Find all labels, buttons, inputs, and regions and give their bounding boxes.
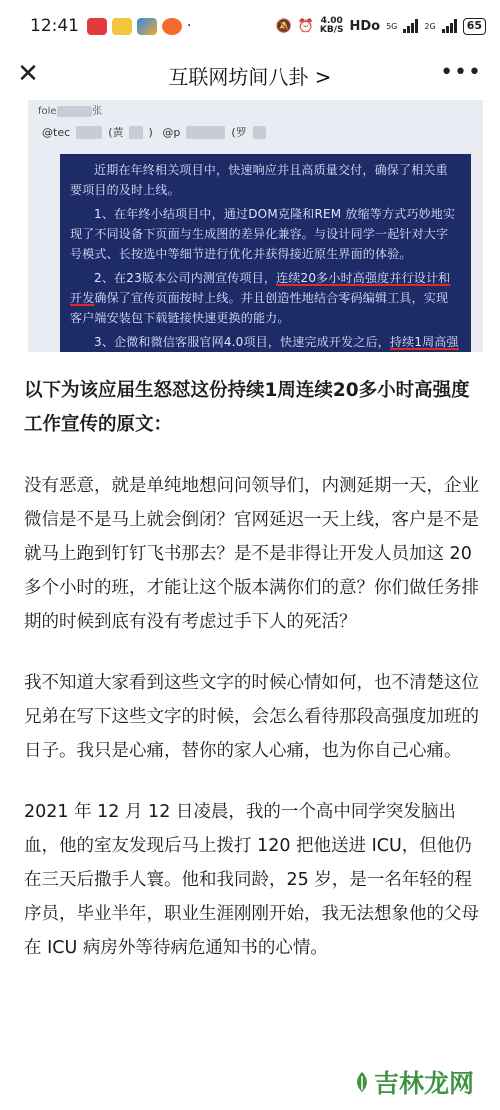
watermark-text: 吉林龙网 — [373, 1069, 474, 1098]
status-time: 12:41 — [30, 16, 79, 36]
blurred-text — [253, 126, 266, 139]
mention-1: @tec — [42, 126, 71, 139]
hd-indicator: HDo — [349, 18, 381, 34]
embed-sender — [28, 100, 483, 120]
more-dot-icon: · — [187, 18, 192, 34]
card-paragraph-4 — [70, 332, 459, 352]
leaf-logo-icon — [352, 1070, 372, 1094]
article-intro: 以下为该应届生怒怼这份持续1周连续20多小时高强度工作宣传的原文： — [24, 380, 470, 435]
praise-card — [60, 154, 471, 352]
account-title[interactable]: 互联网坊间八卦 > — [168, 64, 332, 89]
article-paragraph-1: 没有恶意，就是单纯地想问问领导们，内测延期一天，企业微信是不是马上就会倒闭？官网延迟一天上线，客户是不是就马上跑到钉钉飞书那去？是不是非得让开发人员加这 20 多个小时的班，才能让这个版本满你们的意？你们做任务排期的时候到底有没有考虑过手下人的死活？ — [24, 476, 479, 632]
card-paragraph-2: 1、在年终小结项目中，通过DOM克隆和REM 放缩等方式巧妙地实现了不同设备下页面与生成图的差异化兼容。与设计同学一起针对大字号模式、长按选中等细节进行优化并获得接近原生界面的体验。 — [70, 207, 456, 261]
more-icon[interactable]: ••• — [440, 60, 482, 85]
status-indicators — [276, 17, 487, 35]
blurred-text — [76, 126, 102, 139]
sender-name: fole — [38, 106, 57, 117]
net2-label: 2G — [424, 21, 436, 31]
card-paragraph-1: 近期在年终相关项目中，快速响应并且高质量交付，确保了相关重要项目的及时上线。 — [70, 163, 448, 197]
battery-icon: 65 — [463, 18, 486, 35]
embedded-screenshot[interactable] — [28, 100, 483, 352]
embed-mentions: @tec (黄 ) @p (罗 — [28, 120, 483, 144]
network-speed — [320, 17, 344, 35]
net1-label: 5G — [386, 21, 398, 31]
card-p4-a: 3、企微和微信客服官网4.0项目，快速完成开发之后， — [94, 335, 390, 349]
mute-icon: 🔕 — [275, 18, 292, 34]
mention-1-suffix: (黄 — [108, 126, 124, 139]
mention-2-suffix: (罗 — [231, 126, 247, 139]
article-body — [24, 374, 486, 992]
nav-bar — [0, 52, 500, 98]
article-paragraph-3: 2021 年 12 月 12 日凌晨，我的一个高中同学突发脑出血，他的室友发现后马上拨打 120 把他送进 ICU，但他仍在三天后撒手人寰。他和我同龄，25 岁，是一名年轻的程序员，毕业半年，职业生涯刚刚开始，我无法想象他的父母在 ICU 病房外等待病危通知书的心情。 — [24, 802, 479, 958]
article-paragraph-2: 我不知道大家看到这些文字的时候心情如何，也不清楚这位兄弟在写下这些文字的时候，会怎么看待那段高强度加班的日子。我只是心痛，替你的家人心痛，也为你自己心痛。 — [24, 673, 479, 761]
blurred-text — [186, 126, 225, 139]
notes-app-icon — [112, 18, 132, 35]
card-paragraph-3 — [70, 268, 459, 328]
blurred-text — [129, 126, 142, 139]
status-bar — [0, 0, 500, 52]
card-p4-highlight: 持续1周高强 — [389, 335, 459, 349]
alarm-icon: ⏰ — [297, 18, 314, 34]
mention-2: @p — [162, 126, 181, 139]
card-p3-a: 2、在23版本公司内测宣传项目， — [94, 271, 277, 285]
card-p3-highlight: 连续20多小时高强度并行设计和开发 — [70, 271, 451, 305]
news-app-icon — [87, 18, 107, 35]
blurred-text — [57, 106, 93, 117]
close-icon[interactable]: ✕ — [17, 59, 39, 89]
site-watermark — [352, 1064, 474, 1100]
browser-app-icon — [137, 18, 157, 35]
signal-icon — [403, 19, 418, 33]
sender-suffix: 张 — [92, 106, 103, 117]
speed-unit: KB/S — [319, 25, 344, 35]
weibo-app-icon — [162, 18, 182, 35]
card-p3-c: 确保了宣传页面按时上线。并且创造性地结合零码编辑工具，实现客户端安装包下载链接快速更换的能力。 — [70, 291, 449, 325]
signal-icon-2 — [442, 19, 457, 33]
speed-value: 4.00 — [320, 16, 343, 26]
